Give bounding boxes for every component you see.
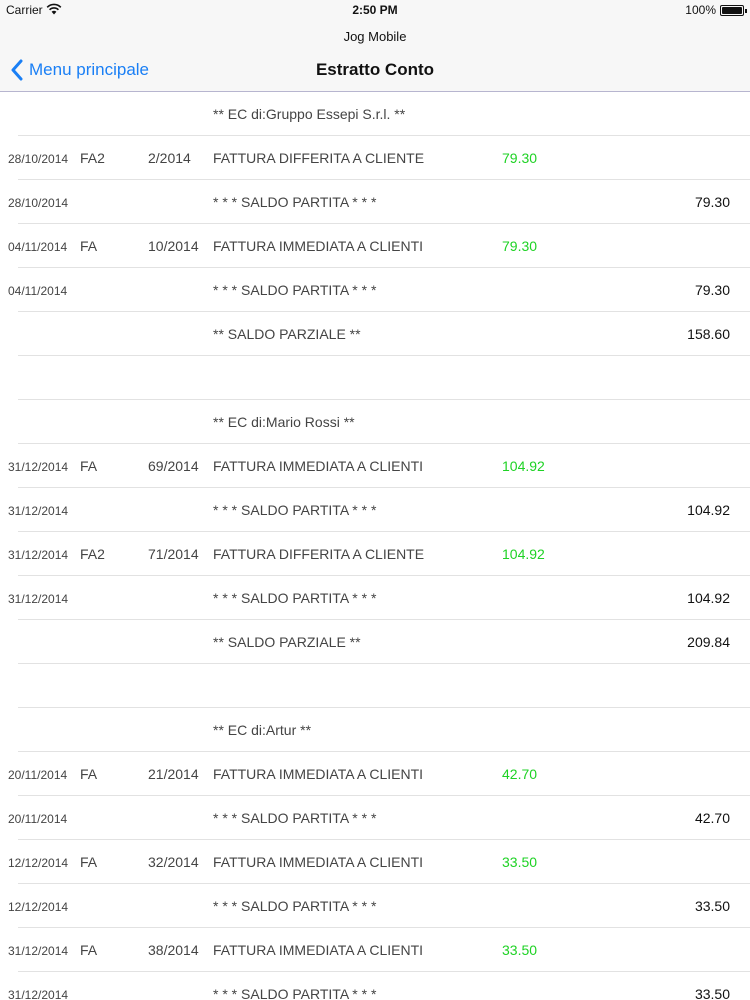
statement-row[interactable] — [0, 488, 750, 532]
entry-amount: 79.30 — [502, 238, 538, 254]
entry-amount: 104.92 — [502, 458, 545, 474]
entry-balance: 42.70 — [694, 810, 730, 826]
statement-row[interactable] — [0, 752, 750, 796]
document-type: FA2 — [80, 150, 105, 166]
document-type: FA — [80, 458, 98, 474]
navigation-bar — [0, 20, 750, 92]
document-number: 38/2014 — [148, 942, 199, 958]
statement-row[interactable] — [0, 180, 750, 224]
entry-description: * * * SALDO PARTITA * * * — [213, 898, 377, 914]
statement-row[interactable] — [0, 136, 750, 180]
entry-description: * * * SALDO PARTITA * * * — [213, 810, 377, 826]
app-name: Jog Mobile — [343, 29, 407, 44]
document-number: 10/2014 — [148, 238, 199, 254]
entry-date: 28/10/2014 — [8, 152, 69, 166]
back-button-label: Menu principale — [29, 60, 150, 79]
entry-date: 04/11/2014 — [8, 284, 68, 298]
entry-description: ** EC di:Mario Rossi ** — [213, 414, 355, 430]
entry-description: FATTURA IMMEDIATA A CLIENTI — [213, 942, 424, 958]
entry-description: FATTURA IMMEDIATA A CLIENTI — [213, 238, 424, 254]
document-type: FA — [80, 766, 98, 782]
document-number: 2/2014 — [148, 150, 191, 166]
entry-amount: 33.50 — [502, 854, 538, 870]
statement-row[interactable] — [0, 92, 750, 136]
battery-icon — [720, 5, 744, 16]
document-number: 71/2014 — [148, 546, 199, 562]
entry-description: FATTURA IMMEDIATA A CLIENTI — [213, 766, 424, 782]
entry-amount: 104.92 — [502, 546, 545, 562]
entry-description: FATTURA DIFFERITA A CLIENTE — [213, 150, 425, 166]
entry-date: 31/12/2014 — [8, 944, 69, 958]
document-number: 69/2014 — [148, 458, 199, 474]
statement-row[interactable] — [0, 620, 750, 664]
document-number: 21/2014 — [148, 766, 199, 782]
document-type: FA — [80, 942, 98, 958]
battery-percentage: 100% — [685, 3, 716, 17]
entry-description: * * * SALDO PARTITA * * * — [213, 502, 377, 518]
page-title: Estratto Conto — [315, 60, 435, 79]
entry-date: 31/12/2014 — [8, 504, 69, 518]
document-type: FA2 — [80, 546, 105, 562]
statement-row[interactable] — [0, 576, 750, 620]
entry-description: ** EC di:Artur ** — [213, 722, 312, 738]
document-type: FA — [80, 238, 98, 254]
document-type: FA — [80, 854, 98, 870]
entry-balance: 33.50 — [694, 898, 730, 914]
entry-date: 20/11/2014 — [8, 768, 68, 782]
entry-description: * * * SALDO PARTITA * * * — [213, 986, 377, 1000]
entry-date: 12/12/2014 — [8, 900, 69, 914]
statement-row[interactable] — [0, 840, 750, 884]
entry-balance: 79.30 — [694, 194, 730, 210]
statement-list[interactable] — [0, 92, 750, 1000]
entry-date: 31/12/2014 — [8, 592, 69, 606]
statement-row[interactable] — [0, 796, 750, 840]
entry-date: 28/10/2014 — [8, 196, 69, 210]
carrier-label: Carrier — [6, 3, 43, 17]
entry-date: 31/12/2014 — [8, 548, 69, 562]
entry-description: * * * SALDO PARTITA * * * — [213, 194, 377, 210]
entry-description: ** SALDO PARZIALE ** — [213, 634, 361, 650]
statement-row[interactable] — [0, 444, 750, 488]
entry-balance: 209.84 — [687, 634, 730, 650]
entry-description: ** SALDO PARZIALE ** — [213, 326, 361, 342]
entry-date: 20/11/2014 — [8, 812, 68, 826]
entry-description: * * * SALDO PARTITA * * * — [213, 282, 377, 298]
status-bar — [0, 0, 750, 20]
statement-row[interactable] — [0, 884, 750, 928]
entry-description: FATTURA IMMEDIATA A CLIENTI — [213, 854, 424, 870]
entry-date: 04/11/2014 — [8, 240, 68, 254]
entry-date: 12/12/2014 — [8, 856, 69, 870]
entry-balance: 79.30 — [694, 282, 730, 298]
statement-row[interactable] — [0, 532, 750, 576]
entry-date: 31/12/2014 — [8, 988, 69, 1000]
entry-balance: 33.50 — [694, 986, 730, 1000]
entry-balance: 158.60 — [687, 326, 730, 342]
statement-row[interactable] — [0, 356, 750, 400]
statement-row[interactable] — [0, 224, 750, 268]
entry-description: FATTURA IMMEDIATA A CLIENTI — [213, 458, 424, 474]
entry-amount: 42.70 — [502, 766, 538, 782]
clock: 2:50 PM — [352, 3, 398, 17]
document-number: 32/2014 — [148, 854, 199, 870]
entry-date: 31/12/2014 — [8, 460, 69, 474]
statement-row[interactable] — [0, 268, 750, 312]
statement-row[interactable] — [0, 708, 750, 752]
entry-amount: 79.30 — [502, 150, 538, 166]
statement-row[interactable] — [0, 664, 750, 708]
entry-description: * * * SALDO PARTITA * * * — [213, 590, 377, 606]
entry-balance: 104.92 — [687, 502, 730, 518]
entry-description: ** EC di:Gruppo Essepi S.r.l. ** — [213, 106, 406, 122]
statement-row[interactable] — [0, 312, 750, 356]
entry-description: FATTURA DIFFERITA A CLIENTE — [213, 546, 425, 562]
statement-row[interactable] — [0, 400, 750, 444]
statement-row[interactable] — [0, 972, 750, 1000]
statement-row[interactable] — [0, 928, 750, 972]
entry-balance: 104.92 — [687, 590, 730, 606]
entry-amount: 33.50 — [502, 942, 538, 958]
